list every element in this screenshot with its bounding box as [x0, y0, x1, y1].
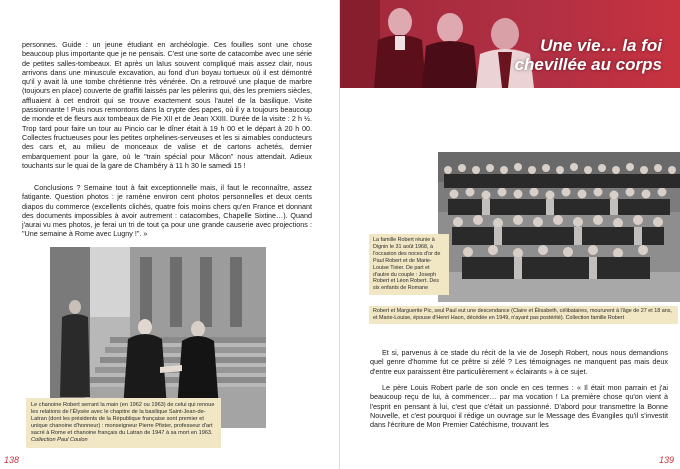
photo-caption-right-continued [369, 306, 678, 324]
body-paragraph-2-text: Conclusions ? Semaine tout à fait exceptionnelle mais, il faut le reconnaître, assez fatigante. Question photos : je ramène environ cent photos personnelles et deux cents diapos du commerce (excellents clichés, quatre fois moins chers qu'en France et donnant des documents impossibles à avoir autrement : catacombes, Chapelle Sixtine…). Quand j'aurai vu mes photos, je ferai un tri de tout ça pour une grande causerie avec projections : "Une semaine à Rome avec Lugny !". » [22, 183, 312, 239]
photo-family-group [438, 152, 680, 302]
body-paragraph-3-text: Et si, parvenus à ce stade du récit de la vie de Joseph Robert, nous nous demandions quel genre d'homme fut ce prêtre si zélé ? Les témoignages ne manquent pas mais deux d'entre eux paraissent être particulièrement « éclairants » à ce sujet. [370, 348, 668, 376]
body-paragraph-4 [370, 383, 668, 429]
body-paragraph-1: personnes. Guide : un jeune étudiant en archéologie. Ces fouilles sont une chose beaucoup plus importante que je ne pensais. C'est une sorte de catacombe avec une série de petites salles-tombeaux. Et après un laïus souvent compliqué mais assez clair, nous arrivons dans une minuscule excavation, au fond d'un boyau tortueux où il est démontré qu'il y avait là une tombe chrétienne très vénérée. On a retrouvé une plaque de marbre (toujours en place) couverte de graffiti laissés par les pèlerins qui, dès les premiers siècles, affluaient à cet endroit qui se trouve exactement sous l'autel de la basilique. Visite passionnante ! Puis nous remontons dans la crypte des papes, où il y a toujours beaucoup de monde et de fleurs aux tombeaux de Pie XII et de Jean XXIII. Durée de la visite : 2 h ½. Trop tard pour faire un tour au Pincio car le dîner était à 19 h 00 et le départ à 20 h 00. Collectes fructueuses pour les petites orphelines-serveuses et les si aimables conducteurs des cars et, au milieu de monceaux de valise et de cartons achetés, dernier embarquement pour la gare, où le "train spécial pour Mâcon" nous attendait. Adieux touchants sur le quai de la gare de Chambéry à 11 h 30 le samedi 15 ! [22, 40, 312, 170]
body-paragraph-3 [370, 348, 668, 376]
photo-caption-left-text: Le chanoine Robert serrant la main (en 1962 ou 1963) de celui qui renoue les relations de l'Élysée avec le chapitre de la basilique Saint-Jean-de-Latran (dont les présidents de la République française sont premier et unique chanoine d'honneur) : monseigneur Pierre Pfister, professeur d'art sacré à Rome et chanoine français du Latran de 1947 à sa mort en 1963. [31, 402, 215, 436]
photo-family-group-illustration [438, 152, 680, 302]
page-number-left: 138 [4, 455, 20, 465]
header-photo [340, 0, 680, 88]
chapter-title-line-2: chevillée au corps [514, 55, 662, 74]
photo-caption-left-credit: Collection Paul Coulon [31, 437, 88, 443]
photo-caption-right-credit: Collection famille Robert [565, 314, 625, 321]
chapter-title [515, 36, 662, 74]
body-paragraph-2 [22, 183, 312, 239]
chapter-title-line-1: Une vie… la foi [540, 36, 662, 55]
photo-caption-right-continued-text: Robert et Marguerite Pic, seul Paul eut une descendance (Claire et Élisabeth, célibataires, moururent à l'âge de 27 et 18 ans, et Marie-Louise, épouse d'Henri Haon, décédée en 1949, n'ayant pas postérité). [373, 308, 672, 321]
photo-caption-left [26, 398, 221, 448]
body-paragraph-4-text: Le père Louis Robert parle de son oncle en ces termes : « Il était mon parrain et j'ai beaucoup reçu de lui, à commencer… par ma vocation ! La première chose qu'on vient à l'esprit en pensant à lui, c'est que c'était un passionné. D'abord pour transmettre la Bonne Nouvelle, et c'est pourquoi il rédige un ouvrage sur le Message des Évangiles qu'il s'investit dans l'écriture de Mon Premier Catéchisme, trouvant les [370, 383, 668, 430]
photo-caption-right: La famille Robert réunie à Dignin le 31 août 1968, à l'occasion des noces d'or de Paul Robert et de Marie-Louise Tixier. De part et d'autre du couple : Joseph Robert et Léon Robert. Des six enfants de Romane [369, 234, 449, 295]
page-number-right: 139 [658, 455, 674, 465]
